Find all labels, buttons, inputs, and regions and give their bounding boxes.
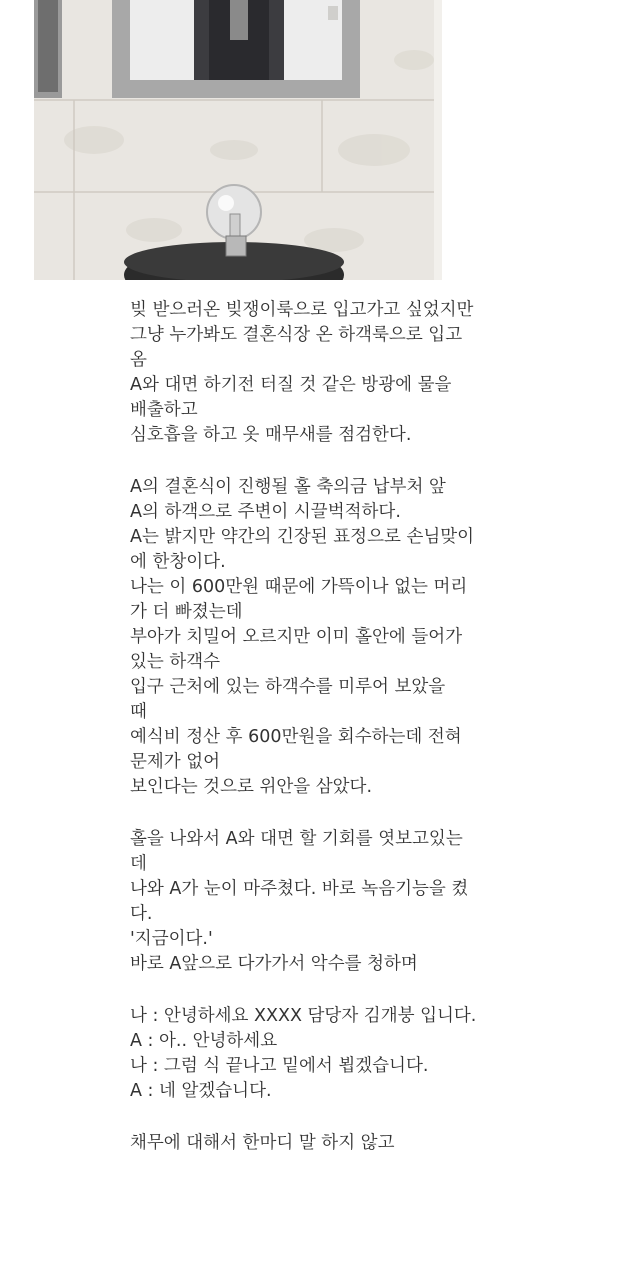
paragraph-3: [130, 827, 510, 977]
text-line: A와 대면 하기전 터질 것 같은 방광에 물을: [130, 375, 452, 395]
dialogue-line: A : 아.. 안녕하세요: [130, 1031, 278, 1051]
text-line: 빚 받으러온 빚쟁이룩으로 입고가고 싶었지만: [130, 300, 474, 320]
text-line: 부아가 치밀어 오르지만 이미 홀안에 들어가: [130, 627, 463, 647]
text-line: 나는 이 600만원 때문에 가뜩이나 없는 머리: [130, 577, 468, 597]
paragraph-gap: [130, 448, 510, 475]
text-line: 있는 하객수: [130, 652, 221, 672]
text-line: 가 더 빠졌는데: [130, 602, 243, 622]
mirror-sink-photo: [34, 0, 442, 280]
dialogue-line: 나 : 안녕하세요 XXXX 담당자 김개붕 입니다.: [130, 1006, 477, 1026]
text-line: 옴: [130, 350, 147, 370]
text-line: 때: [130, 702, 147, 722]
text-line: 배출하고: [130, 400, 198, 420]
text-line: '지금이다.': [130, 929, 213, 949]
paragraph-gap: [130, 1104, 510, 1131]
text-line: A의 하객으로 주변이 시끌벅적하다.: [130, 502, 401, 522]
text-line: 보인다는 것으로 위안을 삼았다.: [130, 777, 373, 797]
text-line: 바로 A앞으로 다가가서 악수를 청하며: [130, 954, 418, 974]
article-body: [130, 298, 510, 1156]
text-line: 심호흡을 하고 옷 매무새를 점검한다.: [130, 425, 412, 445]
text-line: 문제가 없어: [130, 752, 221, 772]
text-line: 채무에 대해서 한마디 말 하지 않고: [130, 1133, 395, 1153]
paragraph-1: [130, 298, 510, 448]
dialogue-line: A : 네 알겠습니다.: [130, 1081, 272, 1101]
paragraph-4: [130, 1004, 510, 1104]
text-line: 예식비 정산 후 600만원을 회수하는데 전혀: [130, 727, 462, 747]
paragraph-5: [130, 1131, 510, 1156]
text-line: 에 한창이다.: [130, 552, 226, 572]
bathroom-illustration: [34, 0, 442, 280]
paragraph-gap: [130, 977, 510, 1004]
paragraph-2: [130, 475, 510, 800]
paragraph-gap: [130, 800, 510, 827]
text-line: 나와 A가 눈이 마주쳤다. 바로 녹음기능을 켰: [130, 879, 469, 899]
text-line: 그냥 누가봐도 결혼식장 온 하객룩으로 입고: [130, 325, 463, 345]
text-line: A는 밝지만 약간의 긴장된 표정으로 손님맞이: [130, 527, 475, 547]
text-line: 데: [130, 854, 147, 874]
text-line: A의 결혼식이 진행될 홀 축의금 납부처 앞: [130, 477, 446, 497]
dialogue-line: 나 : 그럼 식 끝나고 밑에서 뵙겠습니다.: [130, 1056, 429, 1076]
text-line: 입구 근처에 있는 하객수를 미루어 보았을: [130, 677, 446, 697]
text-line: 홀을 나와서 A와 대면 할 기회를 엿보고있는: [130, 829, 463, 849]
text-line: 다.: [130, 904, 153, 924]
